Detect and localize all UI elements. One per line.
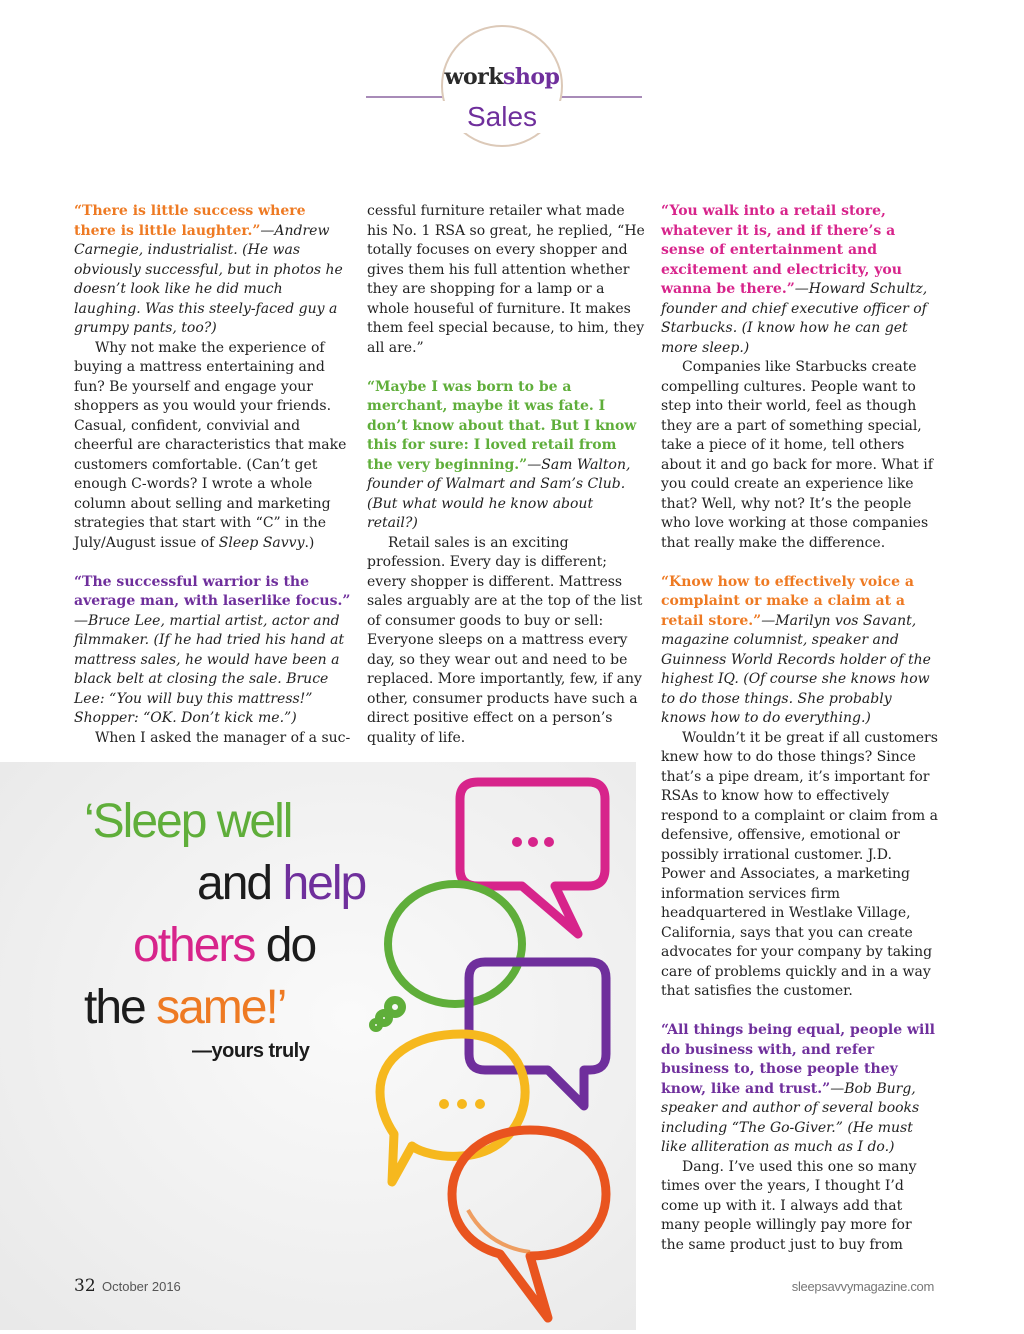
body-paragraph: Retail sales is an exciting profession. Every day is different; every shopper is different. Mattress sales arguably are at the top of the list of consumer goods to buy or sell: Everyone sleeps on a mattress every day, so they wear out and need to be replaced. More importantly, few, if any other, consumer products have such a direct positive effect on a person’s quality of life. bbox=[367, 534, 643, 746]
quote-marilyn-vos-savant: “Know how to effectively voice a complaint or make a claim at a retail store.” bbox=[661, 573, 914, 629]
body-paragraph: Why not make the experience of buying a mattress entertaining and fun? Be yourself and engage your shoppers as you would your friends. Casual, confident, convivial and cheerful are characteristics that make customers comfortable. (Can’t get enough C-words? I wrote a whole column about selling and marketing strategies that start with “C” in the July/August issue of bbox=[74, 339, 347, 551]
pullquote-word: help bbox=[282, 857, 366, 910]
quote-bruce-lee: “The successful warrior is the average man, with laserlike focus.” bbox=[74, 573, 351, 609]
attribution-carnegie: —Andrew Carnegie, industrialist. (He was obviously successful, but in photos he doesn’t look like he did much laughing. Was this steely-faced guy a grumpy pants, too?) bbox=[74, 222, 343, 336]
pullquote-line-1: ‘Sleep well bbox=[84, 795, 292, 848]
pullquote-word: others bbox=[133, 919, 255, 972]
quote-bob-burg: “All things being equal, people will do business with, and refer business to, those people they know, like and trust.” bbox=[661, 1022, 935, 1097]
pullquote-word: same!’ bbox=[156, 981, 286, 1034]
section-label-work: work bbox=[444, 64, 503, 90]
section-label-shop: shop bbox=[503, 64, 560, 90]
quote-carnegie: “There is little success where there is little laughter.” bbox=[74, 203, 306, 239]
article-column-1 bbox=[74, 202, 352, 748]
quote-sam-walton: “Maybe I was born to be a merchant, maybe it was fate. I don’t know about that. But I know this for sure: I loved retail from the very beginning.” bbox=[367, 378, 637, 473]
pullquote-line-3 bbox=[133, 919, 316, 972]
body-paragraph: Companies like Starbucks create compelling cultures. People want to step into their world, feel as though they are a part of something special, take a piece of it home, tell others about it and go back for more. What if you could create an experience like that? Well, why not? It’s the people who love working at those companies that really make the difference. bbox=[661, 359, 933, 551]
body-paragraph: cessful furniture retailer what made his No. 1 RSA so great, he replied, “He totally focuses on every shopper and gives them his full attention whether they are shopping for a lamp or a whole houseful of furniture. It makes them feel special because, to him, they all are.” bbox=[367, 203, 645, 356]
website-link[interactable]: sleepsavvymagazine.com bbox=[791, 1279, 934, 1294]
pullquote-signature: —yours truly bbox=[192, 1040, 310, 1062]
attribution-sam-walton: —Sam Walton, founder of Walmart and Sam’s Club. (But what would he know about retail?) bbox=[367, 456, 631, 531]
ellipsis-icon bbox=[439, 1099, 485, 1109]
article-column-2 bbox=[367, 202, 645, 748]
pullquote-word: the bbox=[84, 981, 145, 1034]
attribution-bob-burg: —Bob Burg, speaker and author of several books including “The Go-Giver.” (He must like alliteration as much as I do.) bbox=[661, 1080, 920, 1155]
ellipsis-icon bbox=[512, 837, 554, 847]
pullquote-line-4 bbox=[84, 981, 286, 1034]
pullquote-line-2 bbox=[197, 857, 366, 910]
section-label bbox=[441, 64, 563, 90]
body-paragraph-end: .) bbox=[304, 534, 315, 551]
body-paragraph: Wouldn’t it be great if all customers knew how to do those things? Since that’s a pipe dream, it’s important for RSAs to know how to effectively respond to a complaint or claim from a defensive, offensive, emotional or possibly irrational customer. J.D. Power and Associates, a marketing information services firm headquartered in Westlake Village, California, says that you can create advocates for your company by taking care of problems quickly and in a way that satisfies the customer. bbox=[661, 729, 938, 999]
article-column-3 bbox=[661, 202, 939, 1255]
section-subtitle: Sales bbox=[441, 101, 563, 133]
body-paragraph: Dang. I’ve used this one so many times over the years, I thought I’d come up with it. I always add that many people willingly pay more for the same product just to buy from bbox=[661, 1158, 917, 1253]
attribution-howard-schultz: —Howard Schultz, founder and chief executive officer of Starbucks. (I know how he can get more sleep.) bbox=[661, 281, 928, 356]
attribution-marilyn-vos-savant: —Marilyn vos Savant, magazine columnist, speaker and Guinness World Records holder of the highest IQ. (Of course she knows how to do those things. She probably knows how to do everything.) bbox=[661, 612, 931, 726]
pullquote-word: and bbox=[197, 857, 272, 910]
page-number: 32 bbox=[74, 1276, 96, 1296]
magazine-name: Sleep Savvy bbox=[218, 534, 305, 551]
attribution-bruce-lee: —Bruce Lee, martial artist, actor and filmmaker. (If he had tried his hand at mattress sales, he would have been a black belt at closing the sale. Bruce Lee: “You will buy this mattress!” Shopper: “OK. Don’t kick me.”) bbox=[74, 612, 345, 726]
quote-howard-schultz: “You walk into a retail store, whatever it is, and if there’s a sense of entertainment and excitement and electricity, you wanna be there.” bbox=[661, 203, 902, 297]
issue-date: October 2016 bbox=[102, 1279, 181, 1294]
body-paragraph: When I asked the manager of a suc- bbox=[95, 729, 351, 746]
pullquote-word: do bbox=[265, 919, 316, 972]
